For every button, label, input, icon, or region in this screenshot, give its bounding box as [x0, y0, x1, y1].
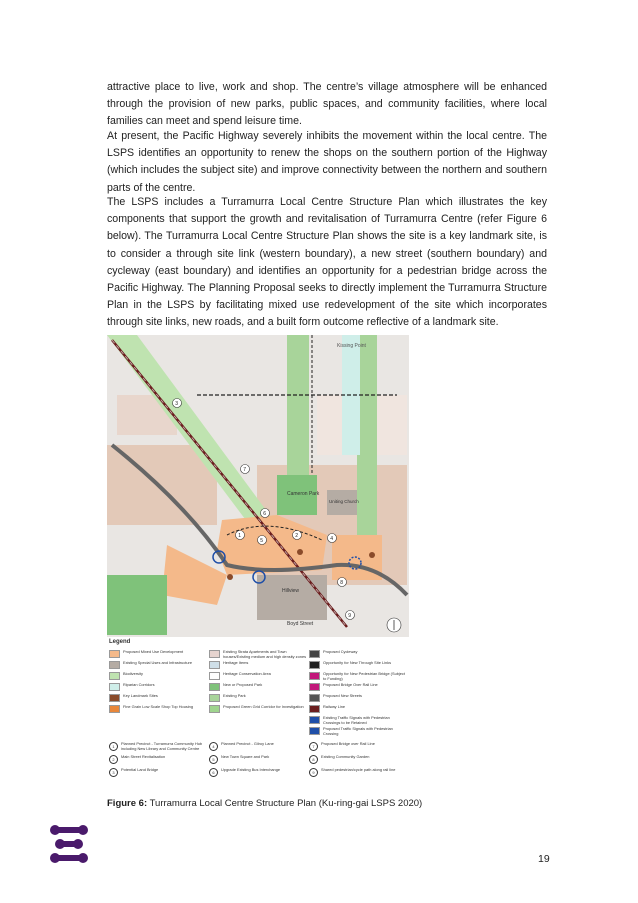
- legend-number: 2: [109, 755, 118, 764]
- legend-swatch: [109, 672, 120, 680]
- label-park-top: Kissing Point: [337, 343, 366, 349]
- legend-label: Opportunity for New Pedestrian Bridge (Subject to Funding): [323, 671, 405, 681]
- legend-numbered-item: [109, 768, 207, 777]
- legend-swatch: [309, 683, 320, 691]
- legend-swatch: [109, 650, 120, 658]
- legend-swatch: [209, 650, 220, 658]
- legend-item: [109, 672, 207, 680]
- legend-swatch: [309, 661, 320, 669]
- legend-numbered-label: Planned Precinct - Turramurra Community Hub including New Library and Community Centre: [121, 741, 203, 751]
- legend-item: [109, 705, 207, 713]
- legend-title: Legend: [109, 639, 131, 645]
- legend-label: Proposed Cycleway: [323, 649, 358, 654]
- legend-item: [109, 694, 207, 702]
- legend-numbered-label: Shared pedestrian/cycle path along rail line: [321, 767, 396, 772]
- legend-item: [209, 705, 307, 713]
- legend-label: Biodiversity: [123, 671, 143, 676]
- caption-text: Turramurra Local Centre Structure Plan (Ku-ring-gai LSPS 2020): [147, 798, 423, 809]
- legend-label: Proposed New Streets: [323, 693, 362, 698]
- legend-swatch: [309, 650, 320, 658]
- marker-5: 5: [260, 538, 264, 544]
- legend-swatch: [109, 694, 120, 702]
- label-cameron-park: Cameron Park: [287, 491, 320, 497]
- marker-2: 2: [295, 533, 299, 539]
- legend-numbered-item: [209, 755, 307, 764]
- legend-swatch: [109, 683, 120, 691]
- legend-numbered-label: Upgrade Existing Bus Interchange: [221, 767, 281, 772]
- marker-9: 9: [348, 613, 352, 619]
- legend-swatch: [209, 705, 220, 713]
- legend-label: Heritage Items: [223, 660, 249, 665]
- legend-item: [309, 727, 407, 736]
- legend-swatch: [309, 672, 320, 680]
- legend-number: 1: [109, 742, 118, 751]
- marker-6: 6: [263, 511, 267, 517]
- legend-label: Fine Grain Low Scale Shop Top Housing: [123, 704, 193, 709]
- legend-item: [109, 683, 207, 691]
- marker-4: 4: [330, 536, 334, 542]
- label-hillview: Hillview: [282, 588, 299, 594]
- legend-swatch: [209, 694, 220, 702]
- legend-numbered-item: [309, 768, 407, 777]
- legend-numbered-label: Main Street Revitalisation: [121, 754, 166, 759]
- marker-8: 8: [340, 580, 344, 586]
- legend-numbered-item: [209, 768, 307, 777]
- legend-swatch: [209, 672, 220, 680]
- legend-numbered-label: Potential Land Bridge: [121, 767, 159, 772]
- legend-number: 7: [309, 742, 318, 751]
- legend-swatch: [109, 661, 120, 669]
- legend-item: [309, 672, 407, 681]
- legend-number: 5: [209, 755, 218, 764]
- legend-label: Opportunity for New Through Site Links: [323, 660, 392, 665]
- legend-swatch: [309, 716, 320, 724]
- legend-numbered-item: [309, 742, 407, 751]
- legend-swatch: [309, 727, 320, 735]
- legend-label: Existing Strata Apartments and Town houses/Existing medium and high density zones: [223, 649, 307, 659]
- body-paragraph-2: At present, the Pacific Highway severely inhibits the movement within the local centre. The LSPS identifies an opportunity to renew the shops on the southern portion of the Highway (which includes the subject site) and improve connectivity between the northern and southern parts of the centre.: [107, 130, 547, 194]
- legend-item: [309, 716, 407, 725]
- caption-label: Figure 6:: [107, 798, 148, 809]
- legend-label: Railway Line: [323, 704, 346, 709]
- page-number: 19: [538, 853, 550, 865]
- legend-label: Proposed Bridge Over Rail Line: [323, 682, 378, 687]
- legend-item: [309, 650, 407, 658]
- label-uniting-church: Uniting Church: [329, 499, 359, 504]
- legend-numbered-item: [209, 742, 307, 751]
- body-paragraph-3: The LSPS includes a Turramurra Local Centre Structure Plan which illustrates the key components that support the growth and revitalisation of Turramurra Centre (refer Figure 6 below). The Turramurra Local Centre Structure Plan shows the site is a key landmark site, is to consider a through site link (western boundary), a new street (southern boundary) and cycleway (east boundary) and identifies an opportunity for a pedestrian bridge across the Pacific Highway. The Planning Proposal seeks to directly implement the Turramurra Structure Plan in the LSPS by facilitating mixed use redevelopment of the site which incorporates through site links, new roads, and a built form outcome reflective of a landmark site.: [107, 196, 547, 329]
- legend-label: Heritage Conservation Area: [223, 671, 271, 676]
- legend-label: Key Landmark Sites: [123, 693, 158, 698]
- marker-7: 7: [243, 467, 247, 473]
- legend-label: Riparian Corridors: [123, 682, 155, 687]
- legend-item: [209, 672, 307, 680]
- legend-label: Existing Special Uses and Infrastructure: [123, 660, 192, 665]
- legend-item: [109, 661, 207, 669]
- legend-item: [209, 661, 307, 669]
- legend-label: Existing Park: [223, 693, 246, 698]
- structure-plan-map: [107, 335, 409, 637]
- legend-swatch: [309, 705, 320, 713]
- legend-number: 4: [209, 742, 218, 751]
- legend-label: Proposed Traffic Signals with Pedestrian Crossing: [323, 726, 393, 736]
- legend-numbered-item: [109, 742, 207, 751]
- legend-label: New or Proposed Park: [223, 682, 263, 687]
- legend-swatch: [109, 705, 120, 713]
- legend-label: Proposed Green Grid Corridor for Investigation: [223, 704, 304, 709]
- marker-3: 3: [175, 401, 179, 407]
- legend-numbered-item: [109, 755, 207, 764]
- figure-caption: [107, 798, 422, 809]
- legend-item: [209, 650, 307, 659]
- logo-icon: [48, 823, 90, 865]
- legend-label: Proposed Mixed Use Development: [123, 649, 184, 654]
- legend-numbered-label: Proposed Bridge over Rail Line: [321, 741, 375, 746]
- legend-numbered-label: New Town Square and Park: [221, 754, 270, 759]
- legend-number: 6: [209, 768, 218, 777]
- legend-label: Existing Traffic Signals with Pedestrian Crossings to be Retained: [323, 715, 390, 725]
- legend-item: [309, 683, 407, 691]
- legend-number: 8: [309, 755, 318, 764]
- legend-item: [309, 661, 407, 669]
- legend-swatch: [209, 683, 220, 691]
- legend-numbered-label: Planned Precinct - Gilroy Lane: [221, 741, 274, 746]
- legend-item: [209, 694, 307, 702]
- legend-item: [309, 705, 407, 713]
- legend-item: [209, 683, 307, 691]
- label-boyd-street: Boyd Street: [287, 621, 314, 627]
- marker-1: 1: [238, 533, 242, 539]
- legend-item: [109, 650, 207, 658]
- legend-number: 9: [309, 768, 318, 777]
- map-legend: [107, 638, 409, 784]
- legend-numbered-label: Existing Community Garden: [321, 754, 370, 759]
- legend-swatch: [209, 661, 220, 669]
- legend-numbered-item: [309, 755, 407, 764]
- legend-item: [309, 694, 407, 702]
- legend-number: 3: [109, 768, 118, 777]
- body-paragraph-1: attractive place to live, work and shop. The centre’s village atmosphere will be enhanced through the provision of new parks, public spaces, and community facilities, where local families can meet and spend leisure time.: [107, 81, 547, 128]
- legend-swatch: [309, 694, 320, 702]
